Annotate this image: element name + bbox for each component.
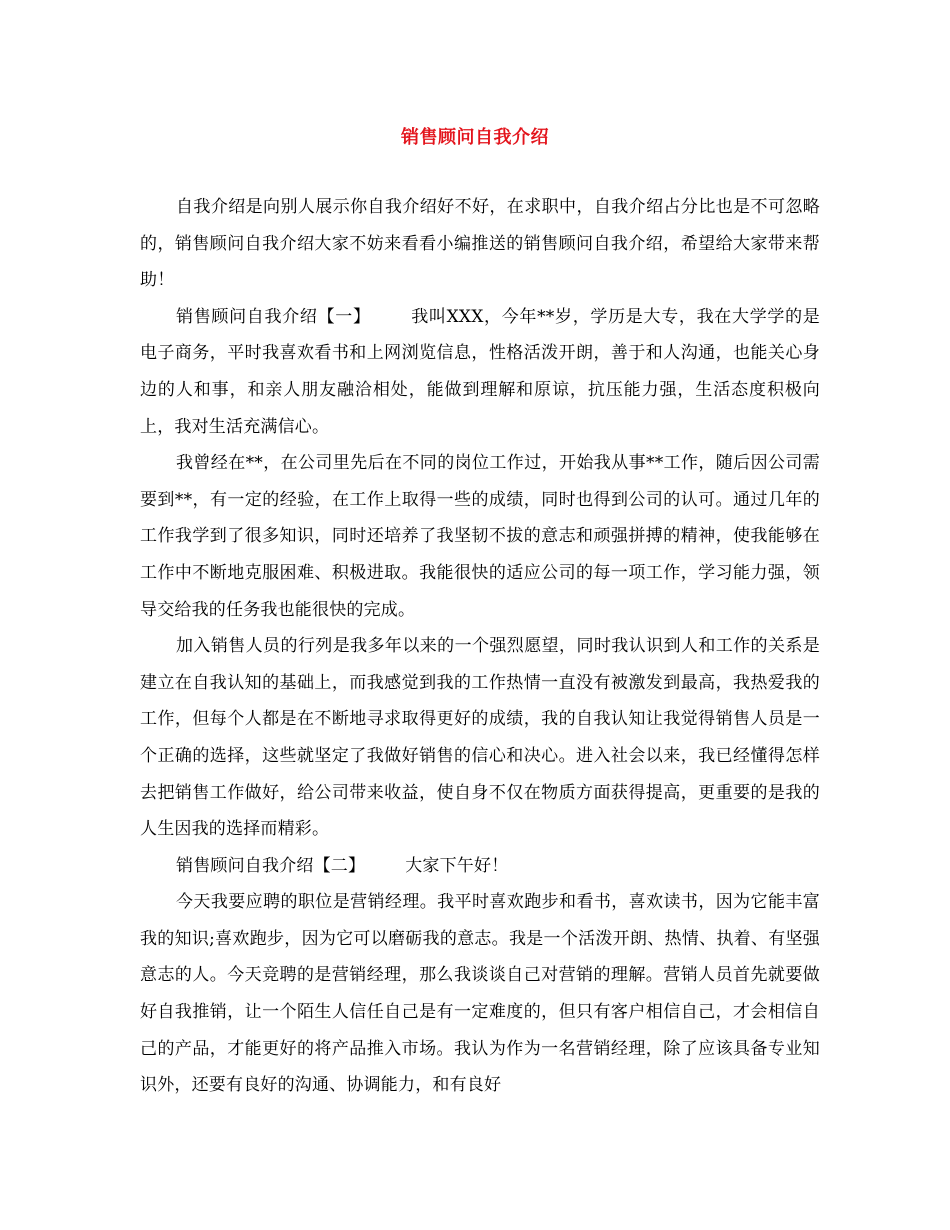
section-one-text: 我叫XXX，今年**岁，学历是大专，我在大学学的是电子商务，平时我喜欢看书和上网浏览信息，性格活泼开朗，善于和人沟通，也能关心身边的人和事，和亲人朋友融洽相处，能做到理解和原谅，抗压能力强，生活态度积极向上，我对生活充满信心。 bbox=[140, 306, 820, 437]
work-experience-paragraph bbox=[140, 445, 820, 628]
section-two-greeting: 大家下午好！ bbox=[405, 855, 509, 876]
section-one-label: 销售顾问自我介绍【一】 bbox=[176, 306, 371, 327]
section-two-label: 销售顾问自我介绍【二】 bbox=[176, 855, 366, 876]
document-body bbox=[140, 189, 820, 1104]
sales-motivation-text: 加入销售人员的行列是我多年以来的一个强烈愿望，同时我认识到人和工作的关系是建立在自我认知的基础上，而我感觉到我的工作热情一直没有被激发到最高，我热爱我的工作，但每个人都是在不断地寻求取得更好的成绩，我的自我认知让我觉得销售人员是一个正确的选择，这些就坚定了我做好销售的信心和决心。进入社会以来，我已经懂得怎样去把销售工作做好，给公司带来收益，使自身不仅在物质方面获得提高，更重要的是我的人生因我的选择而精彩。 bbox=[140, 636, 820, 840]
marketing-manager-paragraph bbox=[140, 884, 820, 1104]
intro-text: 自我介绍是向别人展示你自我介绍好不好，在求职中，自我介绍占分比也是不可忽略的，销售顾问自我介绍大家不妨来看看小编推送的销售顾问自我介绍，希望给大家带来帮助！ bbox=[140, 197, 820, 291]
marketing-manager-text: 今天我要应聘的职位是营销经理。我平时喜欢跑步和看书，喜欢读书，因为它能丰富我的知识;喜欢跑步，因为它可以磨砺我的意志。我是一个活泼开朗、热情、执着、有坚强意志的人。今天竞聘的是营销经理，那么我谈谈自己对营销的理解。营销人员首先就要做好自我推销，让一个陌生人信任自己是有一定难度的，但只有客户相信自己，才会相信自己的产品，才能更好的将产品推入市场。我认为作为一名营销经理，除了应该具备专业知识外，还要有良好的沟通、协调能力，和有良好 bbox=[140, 892, 820, 1096]
sales-motivation-paragraph bbox=[140, 628, 820, 848]
section-two-paragraph bbox=[140, 848, 820, 885]
work-experience-text: 我曾经在**，在公司里先后在不同的岗位工作过，开始我从事**工作，随后因公司需要到**，有一定的经验，在工作上取得一些的成绩，同时也得到公司的认可。通过几年的工作我学到了很多知识，同时还培养了我坚韧不拔的意志和顽强拼搏的精神，使我能够在工作中不断地克服困难、积极进取。我能很快的适应公司的每一项工作，学习能力强，领导交给我的任务我也能很快的完成。 bbox=[140, 453, 820, 620]
section-one-paragraph bbox=[140, 299, 820, 445]
document-title: 销售顾问自我介绍 bbox=[401, 127, 549, 148]
intro-paragraph bbox=[140, 189, 820, 299]
